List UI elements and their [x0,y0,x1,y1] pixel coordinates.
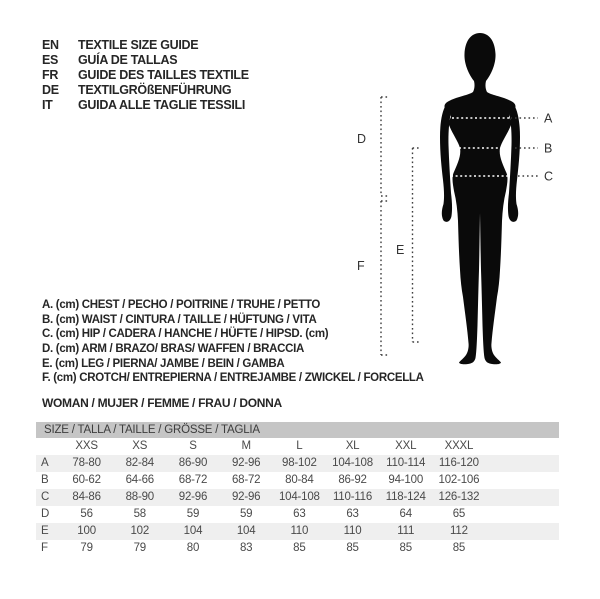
size-value-cell: 65 [452,508,466,520]
size-value-cell: 126-132 [438,491,480,503]
size-value-cell: 84-86 [72,491,101,503]
size-value-cell: 110-114 [386,457,426,469]
row-letter: D [41,508,50,520]
size-table-body [36,455,559,557]
measure-label-d: D [357,132,367,146]
size-value-cell: 59 [186,508,200,520]
row-filler [486,455,560,472]
table-row [36,506,559,523]
row-letter: A [41,457,49,469]
arm-measure-line [381,97,389,196]
measure-label-e: E [396,243,405,257]
size-value-cell: 56 [80,508,93,520]
size-value-cell: 85 [399,542,412,554]
size-label: S [189,440,197,452]
row-filler [486,489,560,506]
size-label: XXXL [444,440,474,452]
measure-label-f: F [357,259,365,273]
size-value-cell: 100 [77,525,96,537]
size-value-cell: 68-72 [178,474,208,486]
legend-line: C. (cm) HIP / CADERA / HANCHE / HÜFTE / HIPSD. (cm) [42,328,329,341]
size-value-cell: 79 [133,542,146,554]
size-value-cell: 80 [186,542,200,554]
row-letter: C [41,491,50,503]
woman-silhouette-icon [440,33,520,364]
row-letter: E [41,525,49,537]
row-filler [486,540,560,557]
size-table-title: SIZE / TALLA / TAILLE / GRÖSSE / TAGLIA [36,422,559,438]
row-filler [486,438,560,455]
size-value-cell: 82-84 [125,457,154,469]
legend-line: A. (cm) CHEST / PECHO / POITRINE / TRUHE / PETTO [42,299,321,311]
size-label: XXL [395,440,417,452]
size-value-cell: 63 [346,508,359,520]
table-row [36,523,559,540]
size-label: L [296,440,303,452]
guide-title: GUIDA ALLE TAGLIE TESSILI [78,97,246,112]
row-letter: F [41,542,48,554]
language-code: DE [42,82,59,97]
size-value-cell: 98-102 [282,457,317,469]
size-value-cell: 102-106 [438,474,480,486]
size-value-cell: 80-84 [285,474,314,486]
table-row [36,455,559,472]
row-filler [486,472,560,489]
size-value-cell: 68-72 [231,474,261,486]
size-value-cell: 78-80 [72,457,101,469]
measure-label-c: C [544,169,554,184]
language-code: IT [42,97,53,112]
language-row [42,97,249,112]
guide-title: GUÍA DE TALLAS [78,53,178,68]
size-value-cell: 94-100 [388,474,424,486]
size-value-cell: 104 [183,525,203,537]
size-value-cell: 85 [452,542,466,554]
size-value-cell: 63 [293,508,306,520]
guide-title: GUIDE DES TAILLES TEXTILE [78,67,249,82]
size-value-cell: 86-92 [338,474,367,486]
size-value-cell: 110-116 [332,491,373,503]
size-label: XS [132,440,148,452]
size-value-cell: 60-62 [72,474,101,486]
size-value-cell: 110 [290,525,309,537]
size-value-cell: 110 [343,525,362,537]
size-value-cell: 118-124 [385,491,426,503]
size-value-cell: 58 [133,508,146,520]
guide-title: TEXTILE SIZE GUIDE [78,38,199,53]
size-value-cell: 111 [397,525,415,537]
size-value-cell: 92-96 [178,491,208,503]
size-label: XXS [75,440,98,452]
legend-line: B. (cm) WAIST / CINTURA / TAILLE / HÜFTUNG / VITA [42,313,317,326]
row-filler [486,506,560,523]
measure-label-b: B [544,141,553,156]
size-value-cell: 64-66 [125,474,154,486]
row-letter: B [41,474,49,486]
row-filler [486,523,560,540]
size-label: M [241,440,251,452]
size-value-cell: 64 [399,508,412,520]
size-value-cell: 86-90 [178,457,208,469]
size-value-cell: 104-108 [332,457,373,469]
size-value-cell: 104-108 [278,491,320,503]
size-value-cell: 116-120 [438,457,479,469]
language-row [42,82,249,97]
size-value-cell: 85 [346,542,359,554]
size-table [36,422,559,557]
size-value-cell: 79 [80,542,93,554]
size-value-cell: 83 [239,542,253,554]
legend-line: F. (cm) CROTCH/ ENTREPIERNA / ENTREJAMBE / ZWICKEL / FORCELLA [42,372,424,385]
size-value-cell: 88-90 [125,491,154,503]
size-value-cell: 85 [293,542,306,554]
size-value-cell: 112 [450,525,468,537]
language-title-list [42,38,249,112]
size-value-cell: 104 [236,525,256,537]
language-code: FR [42,67,59,82]
gender-line: WOMAN / MUJER / FEMME / FRAU / DONNA [42,396,282,410]
size-value-cell: 92-96 [231,457,261,469]
table-row [36,540,559,557]
language-code: ES [42,53,59,68]
size-value-cell: 59 [239,508,253,520]
language-row [42,68,249,83]
size-labels-row [36,438,559,455]
legend-line: E. (cm) LEG / PIERNA/ JAMBE / BEIN / GAMBA [42,357,285,370]
size-label: XL [345,440,360,452]
size-value-cell: 102 [130,525,150,537]
language-code: EN [42,38,59,53]
legend-line: D. (cm) ARM / BRAZO/ BRAS/ WAFFEN / BRACCIA [42,343,305,356]
measurement-legend [42,298,424,386]
table-row [36,489,559,506]
size-value-cell: 92-96 [231,491,261,503]
table-row [36,472,559,489]
language-row [42,38,249,53]
measure-label-a: A [544,111,553,126]
guide-title: TEXTILGRÖßENFÜHRUNG [78,82,232,97]
letter-column-spacer [36,438,60,455]
language-row [42,53,249,68]
